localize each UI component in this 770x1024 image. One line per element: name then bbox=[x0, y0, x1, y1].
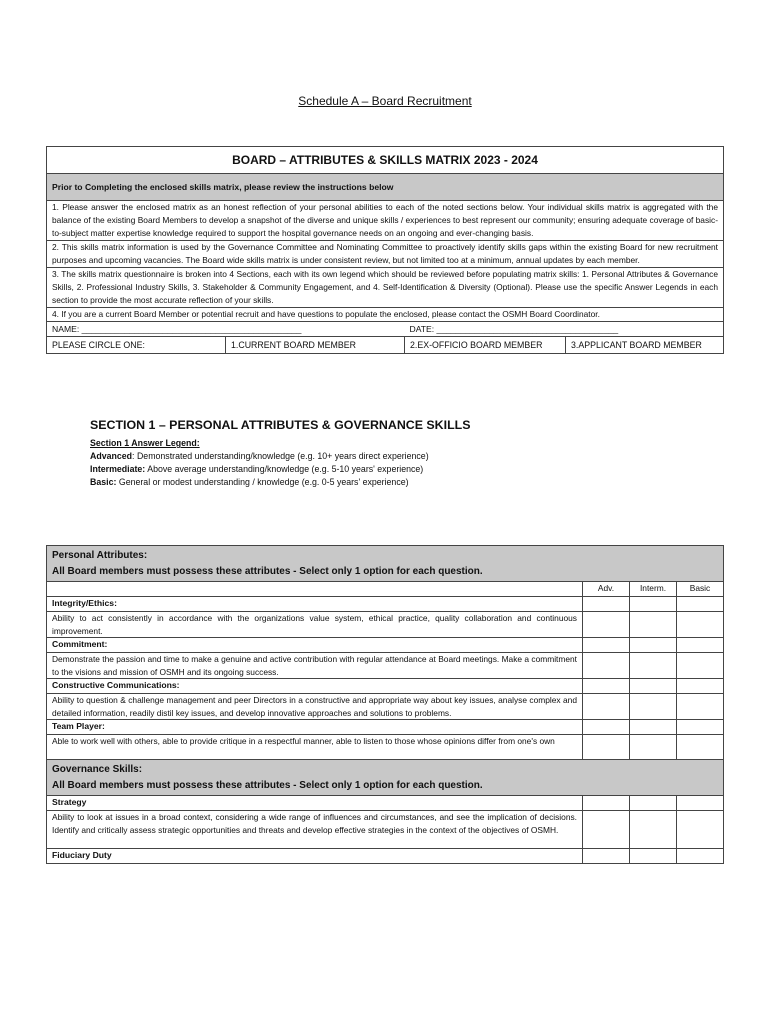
legend-term: Advanced bbox=[90, 451, 133, 461]
answer-box-advanced[interactable] bbox=[583, 811, 630, 849]
option-current-member[interactable]: 1.CURRENT BOARD MEMBER bbox=[226, 337, 405, 354]
answer-box-advanced[interactable] bbox=[583, 653, 630, 679]
answer-box-basic[interactable] bbox=[677, 612, 724, 638]
item-label: Commitment: bbox=[47, 638, 583, 653]
item-label: Constructive Communications: bbox=[47, 679, 583, 694]
answer-box[interactable] bbox=[677, 638, 724, 653]
answer-box[interactable] bbox=[630, 796, 677, 811]
skills-matrix-table bbox=[46, 146, 724, 354]
answer-box-intermediate[interactable] bbox=[630, 653, 677, 679]
legend-text: Demonstrated understanding/knowledge (e.g. 10+ years direct experience) bbox=[134, 451, 429, 461]
legend-sep: : bbox=[132, 451, 135, 461]
answer-box[interactable] bbox=[677, 849, 724, 864]
answer-box[interactable] bbox=[677, 597, 724, 612]
legend-text: Above average understanding/knowledge (e.g. 5-10 years' experience) bbox=[145, 464, 424, 474]
answer-box-intermediate[interactable] bbox=[630, 735, 677, 760]
answer-box[interactable] bbox=[583, 796, 630, 811]
legend-term: Basic: bbox=[90, 477, 117, 487]
answer-box-advanced[interactable] bbox=[583, 694, 630, 720]
personal-attributes-header bbox=[47, 546, 724, 582]
answer-box[interactable] bbox=[583, 638, 630, 653]
answer-box-basic[interactable] bbox=[677, 735, 724, 760]
schedule-title: Schedule A – Board Recruitment bbox=[298, 94, 472, 108]
answer-box[interactable] bbox=[583, 720, 630, 735]
answer-box[interactable] bbox=[630, 638, 677, 653]
answer-box[interactable] bbox=[630, 597, 677, 612]
answer-box[interactable] bbox=[583, 679, 630, 694]
date-field[interactable]: DATE: ______________________________________ bbox=[405, 322, 724, 337]
answer-box[interactable] bbox=[583, 849, 630, 864]
column-basic: Basic bbox=[677, 582, 724, 597]
answer-box-intermediate[interactable] bbox=[630, 811, 677, 849]
blank-cell bbox=[47, 582, 583, 597]
item-description: Demonstrate the passion and time to make a genuine and active contribution with regular attendance at Board meetings. Make a commitment to the visions and mission of OSMH and its ongoing success. bbox=[47, 653, 583, 679]
answer-box[interactable] bbox=[677, 796, 724, 811]
item-description: Ability to act consistently in accordance with the organizations value system, ethical practice, quality collaboration and continuous improvement. bbox=[47, 612, 583, 638]
answer-box-basic[interactable] bbox=[677, 653, 724, 679]
answer-box[interactable] bbox=[630, 679, 677, 694]
instruction-4: 4. If you are a current Board Member or potential recruit and have questions to populate the enclosed, please contact the OSMH Board Coordinator. bbox=[47, 308, 724, 322]
instruction-1: 1. Please answer the enclosed matrix as an honest reflection of your personal abilities to each of the noted sections below. Your individual skills matrix is aggregated with the balance of the existing Board Members to develop a snapshot of the diverse and unique skills / experiences to best represent our community; ensuring adequate coverage of basic-to-subject matter expertise knowledge required to support the hospital governance needs on an ongoing and ever-changing basis. bbox=[47, 201, 724, 241]
answer-box-basic[interactable] bbox=[677, 811, 724, 849]
answer-box-intermediate[interactable] bbox=[630, 694, 677, 720]
answer-box[interactable] bbox=[583, 597, 630, 612]
column-advanced: Adv. bbox=[583, 582, 630, 597]
column-intermediate: Interm. bbox=[630, 582, 677, 597]
item-label: Fiduciary Duty bbox=[47, 849, 583, 864]
legend-term: Intermediate: bbox=[90, 464, 146, 474]
legend-title: Section 1 Answer Legend: bbox=[90, 438, 200, 448]
section-1-legend bbox=[90, 437, 429, 489]
item-description: Ability to question & challenge management and peer Directors in a constructive and appropriate way about key issues, analyse complex and detailed information, readily distil key issues, and develop innovative approaches and solutions to problems. bbox=[47, 694, 583, 720]
instruction-2: 2. This skills matrix information is used by the Governance Committee and Nominating Committee to proactively identify skills gaps within the existing Board for new recruitment purposes and upcoming vacancies. The Board wide skills matrix is under consistent review, but not limited too at a minimum, annual updates by each member. bbox=[47, 241, 724, 268]
circle-one-label: PLEASE CIRCLE ONE: bbox=[47, 337, 226, 354]
answer-box-intermediate[interactable] bbox=[630, 612, 677, 638]
answer-box[interactable] bbox=[630, 849, 677, 864]
item-label: Strategy bbox=[47, 796, 583, 811]
name-field[interactable]: NAME: ______________________________________________ bbox=[47, 322, 405, 337]
header-line: Governance Skills: bbox=[52, 764, 143, 775]
answer-box-basic[interactable] bbox=[677, 694, 724, 720]
item-description: Ability to look at issues in a broad context, considering a wide range of influences and circumstances, and see the implication of decisions. Identify and critically assess strategic opportunities and threats and develop effective strategies in the context of the objectives of OSMH. bbox=[47, 811, 583, 849]
answer-box-advanced[interactable] bbox=[583, 735, 630, 760]
item-label: Integrity/Ethics: bbox=[47, 597, 583, 612]
personal-attributes-table bbox=[46, 545, 724, 864]
instruction-3: 3. The skills matrix questionnaire is broken into 4 Sections, each with its own legend which should be reviewed before populating matrix skills: 1. Personal Attributes & Governance Skills, 2. Professional Industry Skills, 3. Stakeholder & Community Engagement, and 4. Self-Identification & Diversity (Optional). Please use the specific Answer Legends in each section to provide the most accurate reflection of your skills. bbox=[47, 268, 724, 308]
answer-box[interactable] bbox=[630, 720, 677, 735]
answer-box[interactable] bbox=[677, 679, 724, 694]
answer-box[interactable] bbox=[677, 720, 724, 735]
governance-skills-header bbox=[47, 760, 724, 796]
matrix-title: BOARD – ATTRIBUTES & SKILLS MATRIX 2023 - 2024 bbox=[47, 147, 724, 174]
item-description: Able to work well with others, able to provide critique in a respectful manner, able to listen to those whose opinions differ from one's own bbox=[47, 735, 583, 760]
header-line: Personal Attributes: bbox=[52, 550, 148, 561]
item-label: Team Player: bbox=[47, 720, 583, 735]
legend-text: General or modest understanding / knowledge (e.g. 0-5 years' experience) bbox=[116, 477, 409, 487]
legend-intermediate bbox=[90, 463, 429, 476]
header-line: All Board members must possess these attributes - Select only 1 option for each question. bbox=[52, 566, 483, 577]
header-line: All Board members must possess these attributes - Select only 1 option for each question. bbox=[52, 780, 483, 791]
legend-advanced bbox=[90, 450, 429, 463]
option-ex-officio-member[interactable]: 2.EX-OFFICIO BOARD MEMBER bbox=[405, 337, 566, 354]
answer-box-advanced[interactable] bbox=[583, 612, 630, 638]
legend-basic bbox=[90, 476, 429, 489]
option-applicant-member[interactable]: 3.APPLICANT BOARD MEMBER bbox=[566, 337, 724, 354]
prior-instructions-heading: Prior to Completing the enclosed skills matrix, please review the instructions below bbox=[47, 174, 724, 201]
section-1-heading: SECTION 1 – PERSONAL ATTRIBUTES & GOVERNANCE SKILLS bbox=[90, 418, 471, 432]
